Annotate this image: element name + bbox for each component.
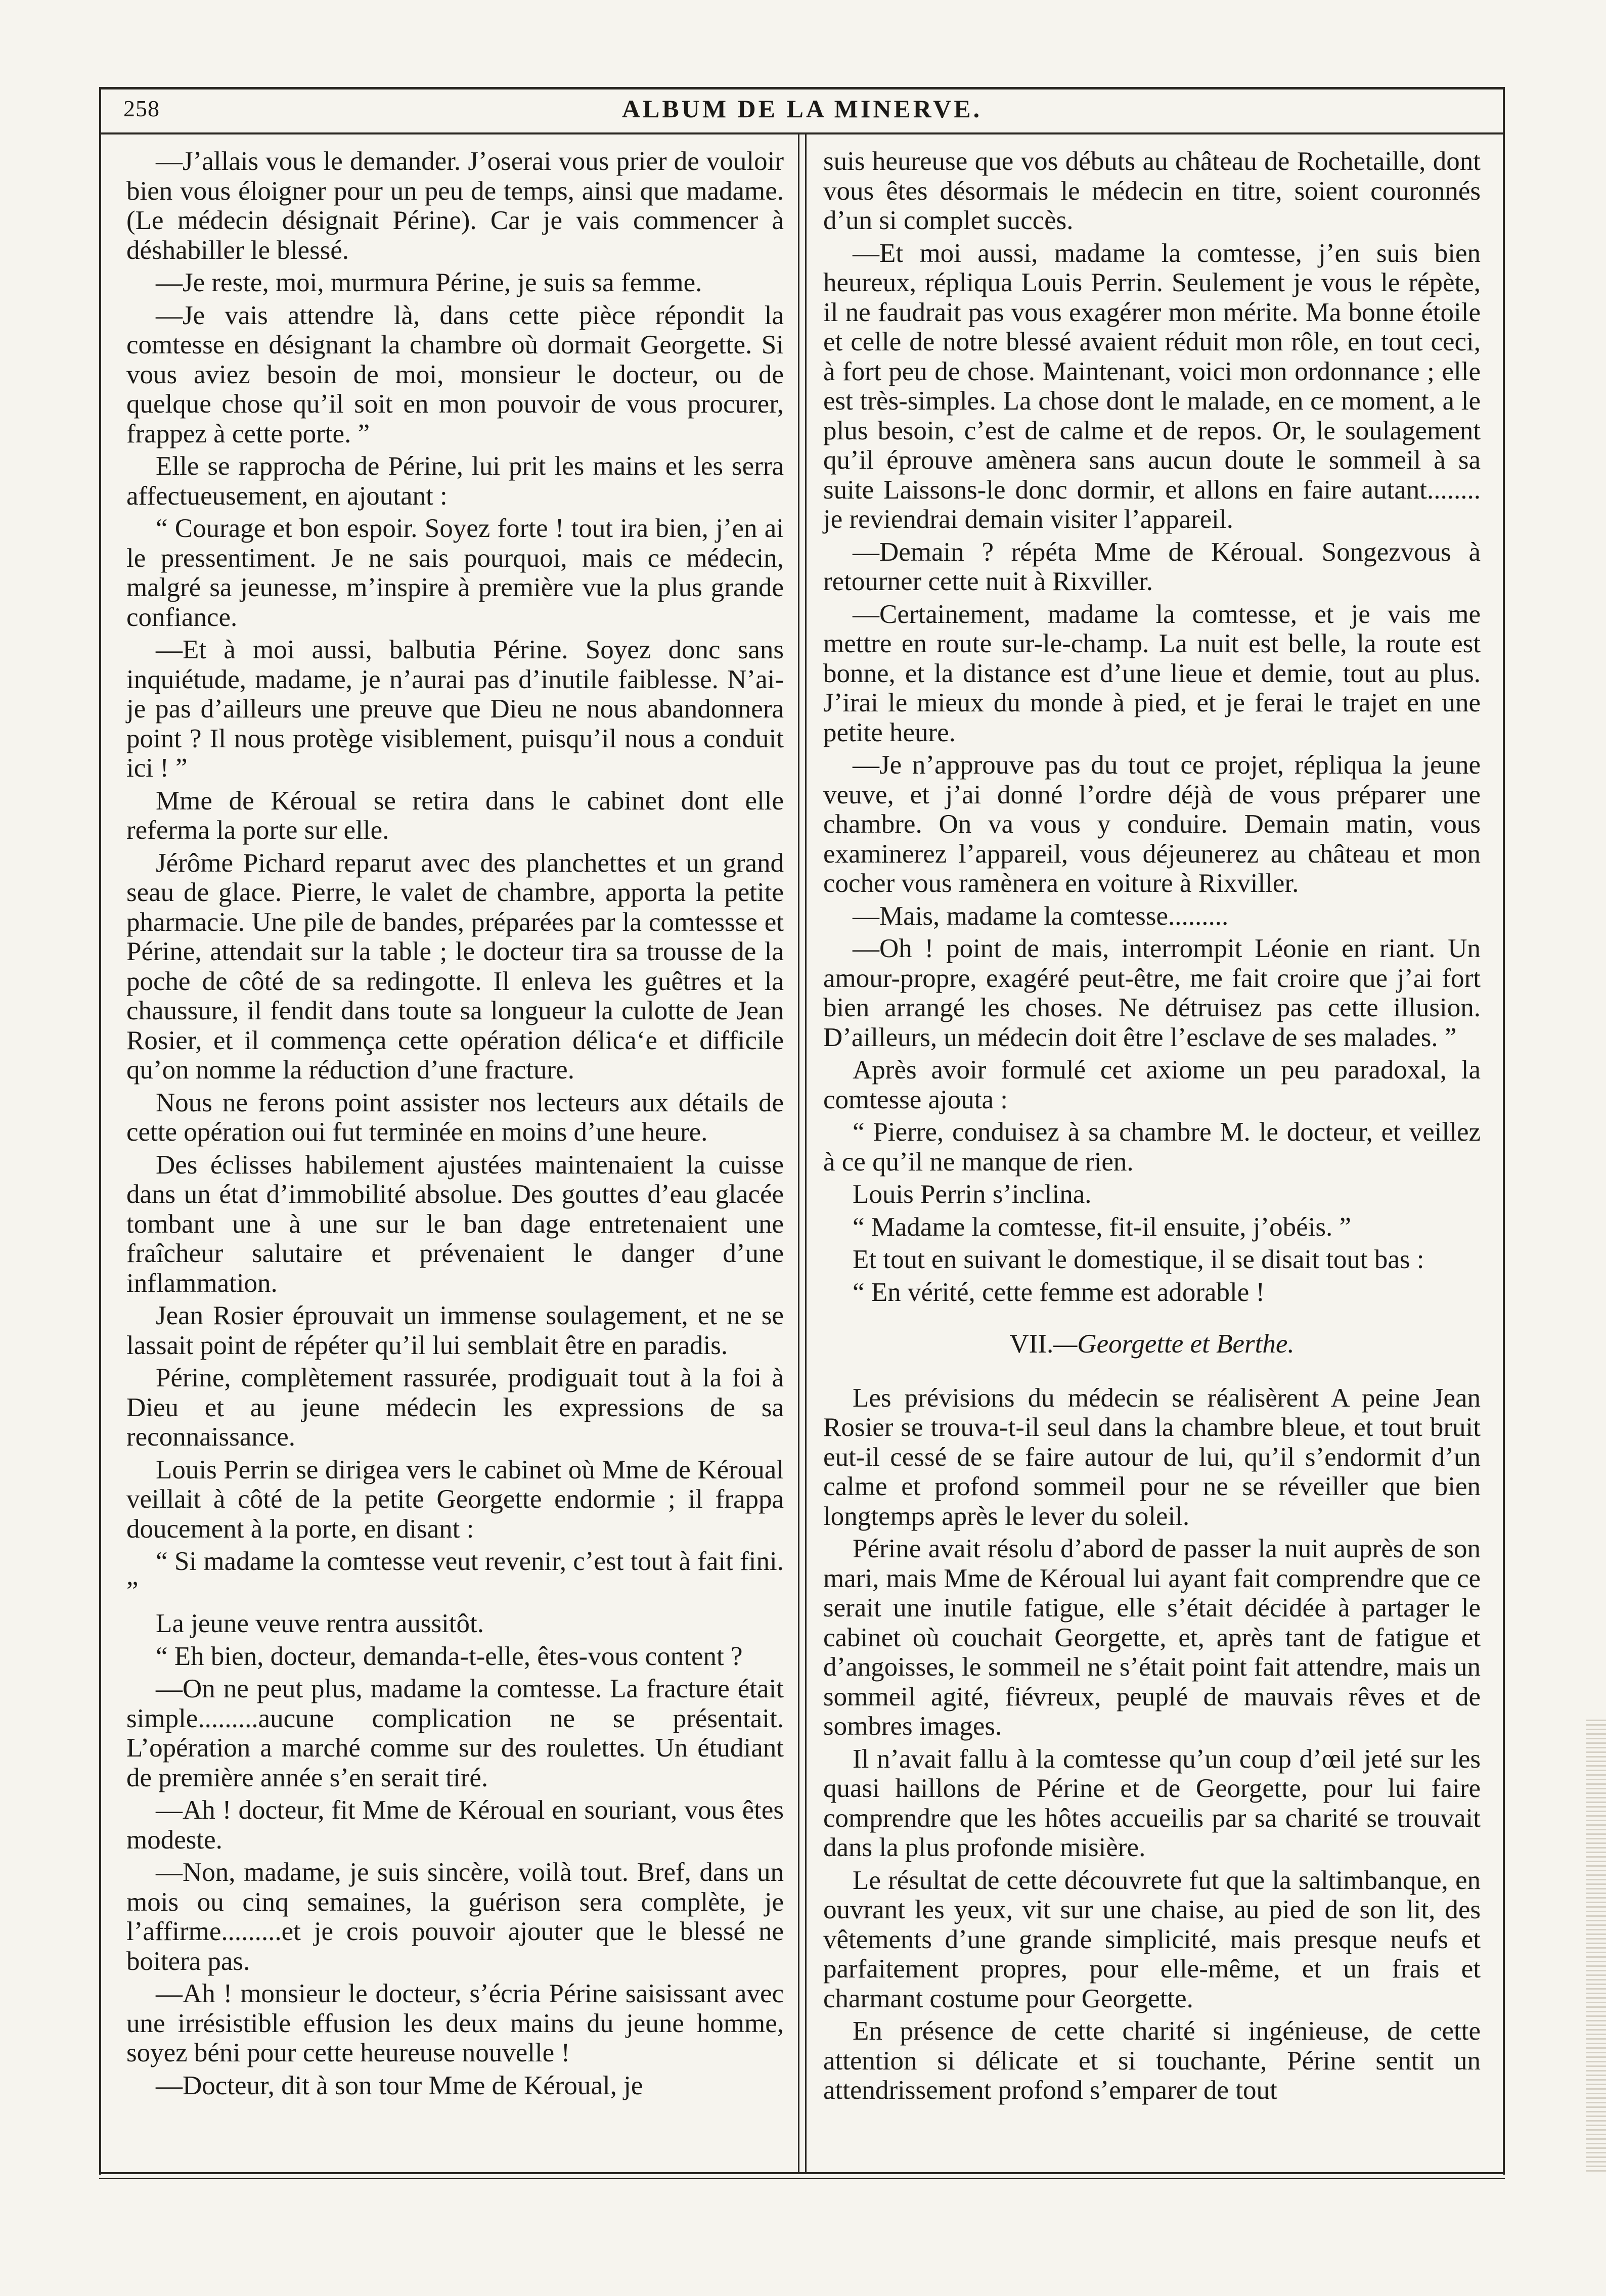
paragraph: Nous ne ferons point assister nos lecteurs aux détails de cette opération oui fut terminée en moins d’une heure.	[126, 1088, 784, 1147]
paragraph: Jérôme Pichard reparut avec des planchettes et un grand seau de glace. Pierre, le valet de chambre, apporta la petite pharmacie. Une pile de bandes, préparées par la comtessse et Périne, attendait sur la table ; le docteur tira sa trousse de la poche de côté de sa redingotte. Il enleva les guêtres et la chaussure, il fendit dans toute sa longueur la culotte de Jean Rosier, et il commença cette opération délica‘e et difficile qu’on nomme la réduction d’une fracture.	[126, 848, 784, 1085]
paragraph: Le résultat de cette découvrete fut que la saltimbanque, en ouvrant les yeux, vit sur une chaise, au pied de son lit, des vêtements d’une grande simplicité, mais presque neufs et parfaitement propres, pour elle-même, et un frais et charmant costume pour Georgette.	[823, 1865, 1481, 2013]
paragraph: —Ah ! docteur, fit Mme de Kéroual en souriant, vous êtes modeste.	[126, 1795, 784, 1855]
paragraph: —Et à moi aussi, balbutia Périne. Soyez donc sans inquiétude, madame, je n’aurai pas d’inutile faiblesse. N’ai-je pas d’ailleurs une preuve que Dieu ne nous abandonnera point ? Il nous protège visiblement, puisqu’il nous a conduit ici ! ”	[126, 635, 784, 783]
paragraph: Des éclisses habilement ajustées maintenaient la cuisse dans un état d’immobilité absolue. Des gouttes d’eau glacée tombant une à une sur le ban dage entretenaient une fraîcheur salutaire et prévenaient le danger d’une inflammation.	[126, 1150, 784, 1298]
column-divider	[798, 132, 799, 2172]
paragraph: Il n’avait fallu à la comtesse qu’un coup d’œil jeté sur les quasi haillons de Périne et de Georgette, pour lui faire comprendre que les hôtes accueilis par sa charité se trouvait dans la plus profonde misière.	[823, 1744, 1481, 1862]
paragraph: —Je reste, moi, murmura Périne, je suis sa femme.	[156, 268, 702, 297]
paragraph: —Je n’approuve pas du tout ce projet, répliqua la jeune veuve, et j’ai donné l’ordre déjà de vous préparer une chambre. On va vous y conduire. Demain matin, vous examinerez l’appareil, vous déjeunerez au château et mon cocher vous ramènera en voiture à Rixviller.	[823, 750, 1481, 898]
paragraph: Et tout en suivant le domestique, il se disait tout bas :	[853, 1245, 1424, 1274]
left-column	[126, 147, 784, 2103]
section-title: —Georgette et Berthe.	[1053, 1329, 1295, 1359]
paragraph: —Docteur, dit à son tour Mme de Kéroual, je	[156, 2070, 643, 2100]
paragraph: Louis Perrin se dirigea vers le cabinet où Mme de Kéroual veillait à côté de la petite Georgette endormie ; il frappa doucement à la porte, en disant :	[126, 1455, 784, 1544]
bottom-rule-thin	[99, 2178, 1505, 2179]
paragraph: Après avoir formulé cet axiome un peu paradoxal, la comtesse ajouta :	[823, 1055, 1481, 1114]
paragraph: —Ah ! monsieur le docteur, s’écria Périne saisissant avec une irrésistible effusion les deux mains du jeune homme, soyez béni pour cette heureuse nouvelle !	[126, 1979, 784, 2067]
right-column-before-section	[823, 147, 1481, 1307]
paragraph: Louis Perrin s’inclina.	[853, 1180, 1092, 1209]
header-rule	[99, 132, 1505, 134]
paragraph: Périne, complètement rassurée, prodiguait tout à la foi à Dieu et au jeune médecin les expressions de sa reconnaissance.	[126, 1363, 784, 1452]
page-number: 258	[123, 96, 160, 121]
paragraph: Les prévisions du médecin se réalisèrent A peine Jean Rosier se trouva-t-il seul dans la chambre bleue, et tout bruit eut-il cessé de se faire autour de lui, qu’il s’endormit d’un calme et profond sommeil pour ne se réveiller que bien longtemps après le lever du soleil.	[823, 1383, 1481, 1531]
section-heading	[823, 1329, 1481, 1359]
paragraph: —Demain ? répéta Mme de Kéroual. Songezvous à retourner cette nuit à Rixviller.	[823, 537, 1481, 596]
paragraph: “ Courage et bon espoir. Soyez forte ! tout ira bien, j’en ai le pressentiment. Je ne sais pourquoi, mais ce médecin, malgré sa jeunesse, m’inspire à première vue la plus grande confiance.	[126, 514, 784, 632]
paragraph: “ Pierre, conduisez à sa chambre M. le docteur, et veillez à ce qu’il ne manque de rien.	[823, 1117, 1481, 1177]
paragraph: —Je vais attendre là, dans cette pièce répondit la comtesse en désignant la chambre où dormait Georgette. Si vous aviez besoin de moi, monsieur le docteur, ou de quelque chose qu’il soit en mon pouvoir de vous procurer, frappez à cette porte. ”	[126, 300, 784, 448]
paragraph: —Oh ! point de mais, interrompit Léonie en riant. Un amour-propre, exagéré peut-être, me fait croire que j’ai fort bien arrangé les choses. Ne détruisez pas cette illusion. D’ailleurs, un médecin doit être l’esclave de ses malades. ”	[823, 934, 1481, 1052]
section-number: VII.	[1009, 1329, 1054, 1359]
paragraph: Mme de Kéroual se retira dans le cabinet dont elle referma la porte sur elle.	[126, 786, 784, 845]
paragraph: Elle se rapprocha de Périne, lui prit les mains et les serra affectueusement, en ajoutant :	[126, 452, 784, 511]
paragraph: “ Madame la comtesse, fit-il ensuite, j’obéis. ”	[853, 1212, 1352, 1242]
paragraph: Périne avait résolu d’abord de passer la nuit auprès de son mari, mais Mme de Kéroual lui ayant fait comprendre que ce serait une inutile fatigue, elle s’était décidée à partager le cabinet où couchait Georgette, et, après tant de fatigue et d’angoisses, le sommeil ne s’était point fait attendre, mais un sommeil agité, fiévreux, peuplé de mauvais rêves et de sombres images.	[823, 1534, 1481, 1741]
paragraph: —Mais, madame la comtesse.........	[853, 901, 1229, 931]
right-column	[823, 147, 1481, 2108]
running-title: ALBUM DE LA MINERVE.	[621, 95, 983, 123]
paragraph: “ Si madame la comtesse veut revenir, c’est tout à fait fini. ”	[126, 1547, 784, 1606]
paragraph: “ En vérité, cette femme est adorable !	[853, 1277, 1265, 1307]
paragraph: —J’allais vous le demander. J’oserai vous prier de vouloir bien vous éloigner pour un peu de temps, ainsi que madame. (Le médecin désignait Périne). Car je vais commencer à déshabiller le blessé.	[126, 147, 784, 265]
column-divider-inner	[805, 132, 807, 2172]
paragraph: suis heureuse que vos débuts au château de Rochetaille, dont vous êtes désormais le médecin en titre, soient couronnés d’un si complet succès.	[823, 147, 1481, 235]
paragraph: —Certainement, madame la comtesse, et je vais me mettre en route sur-le-champ. La nuit est belle, la route est bonne, et la distance est d’une lieue et demie, tout au plus. J’irai le mieux du monde à pied, et je ferai le trajet en une petite heure.	[823, 599, 1481, 747]
paragraph: —On ne peut plus, madame la comtesse. La fracture était simple.........aucune complication ne se présentait. L’opération a marché comme sur des roulettes. Un étudiant de première année s’en serait tiré.	[126, 1674, 784, 1792]
paragraph: —Et moi aussi, madame la comtesse, j’en suis bien heureux, répliqua Louis Perrin. Seulement je vous le répète, il ne faudrait pas vous exagérer mon mérite. Ma bonne étoile et celle de notre blessé avaient réduit mon rôle, en tout ceci, à fort peu de chose. Maintenant, voici mon ordonnance ; elle est très-simples. La chose dont le malade, en ce moment, a le plus besoin, c’est de calme et de repos. Or, le soulagement qu’il éprouve amènera sans aucun doute le sommeil à sa suite Laissons-le donc dormir, et allons en faire autant........ je reviendrai demain visiter l’appareil.	[823, 238, 1481, 534]
paragraph: En présence de cette charité si ingénieuse, de cette attention si délicate et si touchante, Périne sentit un attendrissement profond s’emparer de tout	[823, 2016, 1481, 2105]
page-edge-wear	[1586, 1720, 1606, 2175]
paragraph: “ Eh bien, docteur, demanda-t-elle, êtes-vous content ?	[156, 1641, 743, 1671]
paragraph: Jean Rosier éprouvait un immense soulagement, et ne se lassait point de répéter qu’il lui semblait être en paradis.	[126, 1301, 784, 1360]
paragraph: —Non, madame, je suis sincère, voilà tout. Bref, dans un mois ou cinq semaines, la guérison sera complète, je l’affirme.........et je crois pouvoir ajouter que le blessé ne boitera pas.	[126, 1858, 784, 1976]
bottom-rule	[99, 2172, 1505, 2174]
right-column-after-section	[823, 1383, 1481, 2105]
paragraph: La jeune veuve rentra aussitôt.	[156, 1609, 484, 1638]
